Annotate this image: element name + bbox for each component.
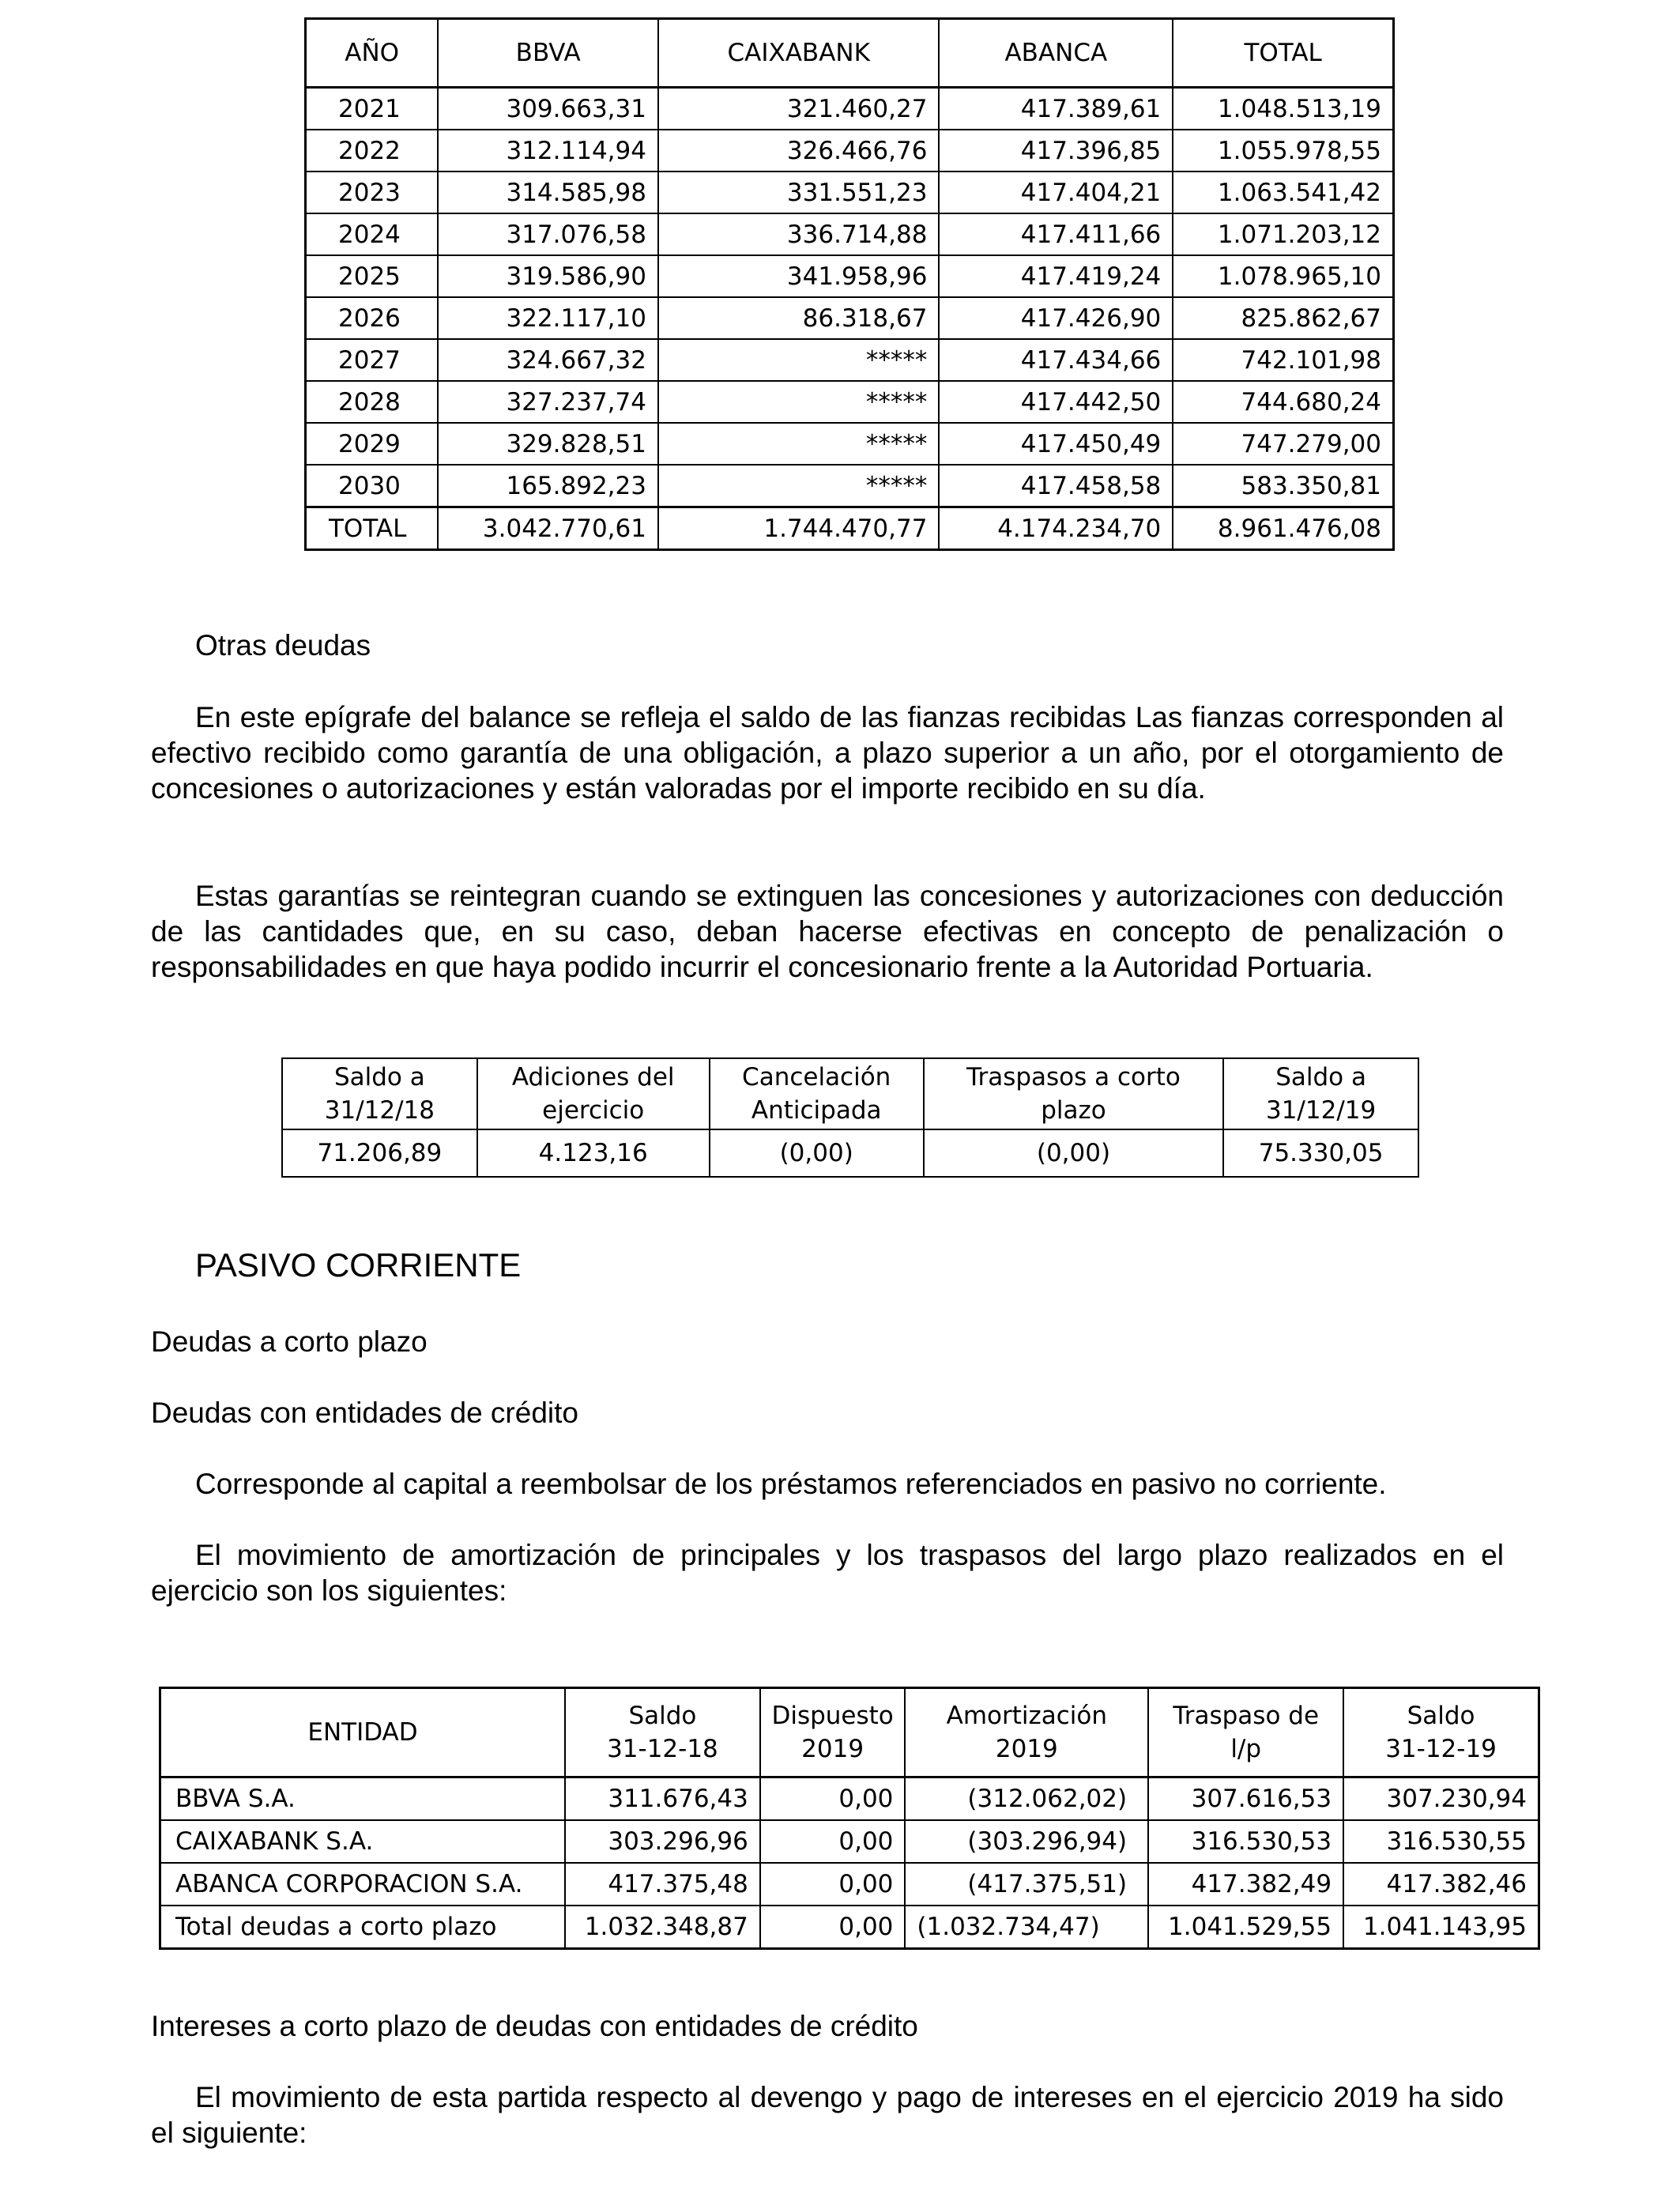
- table-cell: 2024: [306, 213, 439, 255]
- table-cell: 327.237,74: [438, 381, 658, 423]
- table-row: [306, 88, 1394, 130]
- table-total-row: [160, 1906, 1539, 1949]
- table-cell: *****: [658, 381, 939, 423]
- table-cell: 417.389,61: [939, 88, 1173, 130]
- table-row: [306, 381, 1394, 423]
- table-row: [306, 172, 1394, 213]
- table-cell: 0,00: [760, 1906, 906, 1949]
- table-cell: 1.744.470,77: [658, 507, 939, 550]
- column-header: AÑO: [306, 19, 439, 88]
- table-cell: (0,00): [924, 1129, 1223, 1177]
- table-cell: 417.375,48: [565, 1863, 760, 1906]
- table-total-row: [306, 507, 1394, 550]
- table-cell: 1.063.541,42: [1173, 172, 1393, 213]
- table-cell: 417.419,24: [939, 255, 1173, 297]
- table-row: [282, 1129, 1418, 1177]
- table-row: [160, 1863, 1539, 1906]
- table-cell: Total deudas a corto plazo: [160, 1906, 566, 1949]
- table-cell: TOTAL: [306, 507, 439, 550]
- table-cell: 4.174.234,70: [939, 507, 1173, 550]
- table-row: [306, 297, 1394, 339]
- table-cell: 417.411,66: [939, 213, 1173, 255]
- table-cell: 2023: [306, 172, 439, 213]
- table-row: [160, 1820, 1539, 1863]
- table-cell: 417.426,90: [939, 297, 1173, 339]
- table-cell: 0,00: [760, 1820, 906, 1863]
- table-cell: 71.206,89: [282, 1129, 477, 1177]
- column-header: Dispuesto 2019: [760, 1688, 906, 1777]
- table-cell: 329.828,51: [438, 423, 658, 465]
- column-header: Saldo 31-12-18: [565, 1688, 760, 1777]
- table-cell: 417.442,50: [939, 381, 1173, 423]
- table-cell: 314.585,98: [438, 172, 658, 213]
- table-cell: 316.530,53: [1148, 1820, 1343, 1863]
- subheading-deudas-corto-plazo: Deudas a corto plazo: [151, 1325, 428, 1358]
- table-cell: 331.551,23: [658, 172, 939, 213]
- table-row: [160, 1777, 1539, 1821]
- table-cell: 336.714,88: [658, 213, 939, 255]
- loan-schedule-table: [304, 17, 1395, 551]
- table-cell: 319.586,90: [438, 255, 658, 297]
- paragraph-garantias: Estas garantías se reintegran cuando se extinguen las concesiones y autorizaciones con deducción de las cantidades que, en su caso, deban hacerse efectivas en concepto de penalización o responsabilidades en que haya podido incurrir el concesionario frente a la Autoridad Portuaria.: [151, 880, 1504, 983]
- column-header: ENTIDAD: [160, 1688, 566, 1777]
- section-heading-pasivo-corriente: PASIVO CORRIENTE: [195, 1246, 522, 1284]
- table-cell: CAIXABANK S.A.: [160, 1820, 566, 1863]
- table-cell: 0,00: [760, 1777, 906, 1821]
- table-cell: 1.048.513,19: [1173, 88, 1393, 130]
- column-header: Amortización 2019: [905, 1688, 1148, 1777]
- subheading-intereses: Intereses a corto plazo de deudas con entidades de crédito: [151, 2010, 918, 2042]
- table-cell: 2026: [306, 297, 439, 339]
- table-cell: 583.350,81: [1173, 465, 1393, 507]
- paragraph-capital-reembolsar: Corresponde al capital a reembolsar de los préstamos referenciados en pasivo no corriente.: [195, 1468, 1387, 1500]
- column-header: Cancelación Anticipada: [710, 1058, 924, 1129]
- table-cell: 4.123,16: [477, 1129, 710, 1177]
- table-cell: *****: [658, 423, 939, 465]
- table-cell: 747.279,00: [1173, 423, 1393, 465]
- table-cell: 311.676,43: [565, 1777, 760, 1821]
- table-cell: 417.382,49: [1148, 1863, 1343, 1906]
- table-cell: 417.450,49: [939, 423, 1173, 465]
- table-cell: 1.078.965,10: [1173, 255, 1393, 297]
- table-cell: 1.041.143,95: [1343, 1906, 1539, 1949]
- table-cell: 2027: [306, 339, 439, 381]
- table-row: [306, 423, 1394, 465]
- table-cell: *****: [658, 465, 939, 507]
- table-cell: 417.396,85: [939, 130, 1173, 172]
- table-cell: 417.458,58: [939, 465, 1173, 507]
- table-cell: 417.404,21: [939, 172, 1173, 213]
- section-heading-otras-deudas: Otras deudas: [195, 629, 371, 662]
- table-header-row: [282, 1058, 1418, 1129]
- table-cell: 303.296,96: [565, 1820, 760, 1863]
- table-cell: 3.042.770,61: [438, 507, 658, 550]
- table-cell: 317.076,58: [438, 213, 658, 255]
- table-cell: *****: [658, 339, 939, 381]
- table-cell: 341.958,96: [658, 255, 939, 297]
- table-cell: 1.041.529,55: [1148, 1906, 1343, 1949]
- table-cell: 86.318,67: [658, 297, 939, 339]
- table-cell: (303.296,94): [905, 1820, 1148, 1863]
- table-cell: 744.680,24: [1173, 381, 1393, 423]
- table-row: [306, 465, 1394, 507]
- column-header: Saldo a 31/12/19: [1223, 1058, 1418, 1129]
- table-row: [306, 339, 1394, 381]
- column-header: CAIXABANK: [658, 19, 939, 88]
- column-header: Traspaso de l/p: [1148, 1688, 1343, 1777]
- table-row: [306, 213, 1394, 255]
- table-cell: 2030: [306, 465, 439, 507]
- subheading-deudas-entidades-credito: Deudas con entidades de crédito: [151, 1397, 578, 1429]
- table-cell: 316.530,55: [1343, 1820, 1539, 1863]
- paragraph-movimiento-amortizacion: El movimiento de amortización de principales y los traspasos del largo plazo realizados en el ejercicio son los siguientes:: [151, 1539, 1504, 1607]
- table-cell: 321.460,27: [658, 88, 939, 130]
- paragraph-fianzas: En este epígrafe del balance se refleja el saldo de las fianzas recibidas Las fianzas corresponden al efectivo recibido como garantía de una obligación, a plazo superior a un año, por el otorgamiento de concesiones o autorizaciones y están valoradas por el importe recibido en su día.: [151, 701, 1504, 805]
- table-row: [306, 255, 1394, 297]
- table-cell: 417.382,46: [1343, 1863, 1539, 1906]
- table-cell: 165.892,23: [438, 465, 658, 507]
- table-cell: 2021: [306, 88, 439, 130]
- table-cell: 326.466,76: [658, 130, 939, 172]
- table-cell: 307.230,94: [1343, 1777, 1539, 1821]
- paragraph-devengo-intereses: El movimiento de esta partida respecto al devengo y pago de intereses en el ejercicio 2019 ha sido el siguiente:: [151, 2081, 1504, 2149]
- table-cell: (0,00): [710, 1129, 924, 1177]
- table-cell: 1.055.978,55: [1173, 130, 1393, 172]
- table-cell: 324.667,32: [438, 339, 658, 381]
- table-cell: 0,00: [760, 1863, 906, 1906]
- table-cell: 307.616,53: [1148, 1777, 1343, 1821]
- table-cell: 825.862,67: [1173, 297, 1393, 339]
- table-cell: 8.961.476,08: [1173, 507, 1393, 550]
- table-cell: 2028: [306, 381, 439, 423]
- table-cell: 75.330,05: [1223, 1129, 1418, 1177]
- column-header: Saldo 31-12-19: [1343, 1688, 1539, 1777]
- table-cell: 2029: [306, 423, 439, 465]
- fianzas-table: [281, 1057, 1419, 1178]
- table-header-row: [306, 19, 1394, 88]
- table-cell: (1.032.734,47): [905, 1906, 1148, 1949]
- table-cell: 309.663,31: [438, 88, 658, 130]
- table-cell: 1.032.348,87: [565, 1906, 760, 1949]
- table-cell: 742.101,98: [1173, 339, 1393, 381]
- column-header: TOTAL: [1173, 19, 1393, 88]
- column-header: Saldo a 31/12/18: [282, 1058, 477, 1129]
- table-cell: BBVA S.A.: [160, 1777, 566, 1821]
- table-cell: 1.071.203,12: [1173, 213, 1393, 255]
- deudas-corto-plazo-table: [159, 1687, 1540, 1950]
- table-cell: 2022: [306, 130, 439, 172]
- table-header-row: [160, 1688, 1539, 1777]
- table-cell: ABANCA CORPORACION S.A.: [160, 1863, 566, 1906]
- table-cell: 417.434,66: [939, 339, 1173, 381]
- column-header: Traspasos a corto plazo: [924, 1058, 1223, 1129]
- column-header: BBVA: [438, 19, 658, 88]
- table-row: [306, 130, 1394, 172]
- column-header: ABANCA: [939, 19, 1173, 88]
- table-cell: (417.375,51): [905, 1863, 1148, 1906]
- table-cell: 2025: [306, 255, 439, 297]
- table-cell: 322.117,10: [438, 297, 658, 339]
- table-cell: (312.062,02): [905, 1777, 1148, 1821]
- table-cell: 312.114,94: [438, 130, 658, 172]
- column-header: Adiciones del ejercicio: [477, 1058, 710, 1129]
